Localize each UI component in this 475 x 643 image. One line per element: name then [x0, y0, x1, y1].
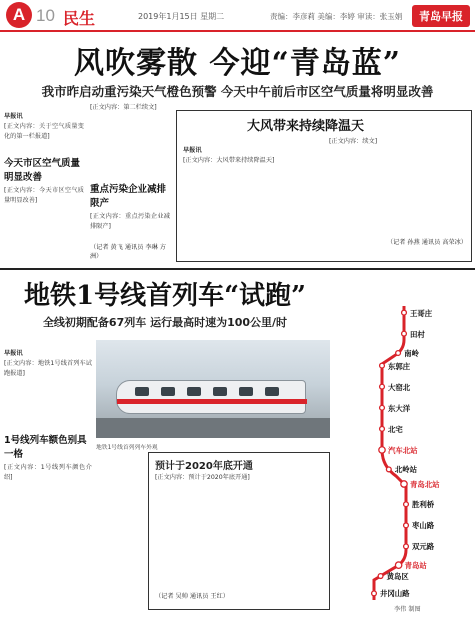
- editor-credits: 责编：李彦莉 美编：李婷 审读：张玉娟: [270, 12, 403, 21]
- train-window: [161, 387, 175, 396]
- station-label: 田村: [410, 329, 425, 339]
- track: [96, 418, 330, 438]
- weather-column-2: [90, 103, 170, 260]
- weather-subhead: 我市昨启动重污染天气橙色预警 今天中午前后市区空气质量将明显改善: [41, 84, 434, 99]
- train-window: [135, 387, 149, 396]
- reporter-credit: （记者 吴帅 通讯员 王红）: [155, 593, 229, 600]
- station-label: 胜利桥: [412, 500, 435, 510]
- station-label: 青岛站: [404, 561, 427, 571]
- station-label: 王哥庄: [410, 308, 433, 318]
- byline: 早报讯: [4, 113, 23, 120]
- header-rule: [0, 30, 475, 32]
- weather-column-1: [4, 103, 84, 243]
- article-text: [正文内容：地铁1号线首列车试跑报道]: [4, 360, 92, 377]
- station-label: 枣山路: [412, 521, 435, 531]
- station-label: 双元路: [412, 542, 435, 552]
- station-marker: [404, 502, 409, 507]
- station-label: 南岭: [404, 349, 419, 358]
- station-marker: [378, 574, 383, 579]
- train-window: [213, 387, 227, 396]
- station-marker: [380, 384, 385, 389]
- section-heading: 今天市区空气质量明显改善: [4, 158, 81, 183]
- box-title: 大风带来持续降温天: [247, 119, 365, 134]
- station-label: 北岭站: [394, 465, 417, 475]
- opening-box: [148, 452, 330, 610]
- section-name: 民生: [63, 9, 96, 28]
- train-window: [265, 387, 279, 396]
- article-text: [正文内容：1号线列车颜色介绍]: [4, 464, 92, 481]
- station-label: 井冈山路: [380, 589, 410, 599]
- train-window: [187, 387, 201, 396]
- train-icon: [116, 380, 306, 414]
- section-heading: 1号线列车额色别具一格: [4, 435, 87, 460]
- station-marker: [404, 523, 409, 528]
- weather-headline: 风吹雾散 今迎“青岛蓝”: [74, 46, 401, 81]
- metro-headline: 地铁1号线首列车“试跑”: [23, 281, 306, 311]
- station-marker: [379, 447, 385, 453]
- station-label: 黄岛区: [386, 572, 409, 582]
- section-badge: A: [6, 2, 32, 28]
- cold-wave-box: [176, 110, 472, 262]
- article-text: [正文内容：预计于2020年底开通]: [155, 474, 250, 481]
- station-label: 青岛北站: [409, 479, 440, 489]
- station-marker: [380, 405, 385, 410]
- byline: 早报讯: [183, 147, 202, 154]
- station-label: 大窑北: [388, 382, 411, 392]
- section-heading: 重点污染企业减排限产: [90, 184, 167, 209]
- photo-caption: 地铁1号线首列列车外观: [96, 445, 158, 451]
- reporter-credit: （记者 孙燕 通讯员 高荣冰）: [386, 239, 467, 246]
- box-column-1: [183, 137, 323, 255]
- station-marker: [402, 310, 407, 315]
- article-text: [正文内容：关于空气质量变化的第一栏报道]: [4, 123, 84, 140]
- station-marker: [372, 591, 377, 596]
- article-text: [正文内容：续文]: [329, 138, 378, 145]
- box-title: 预计于2020年底开通: [155, 461, 253, 472]
- line1-route-map: [334, 300, 475, 618]
- station-label: 汽车北站: [388, 445, 418, 455]
- reporter-credit: （记者 黄飞 通讯员 李琳 方洲）: [90, 244, 166, 260]
- station-label: 东郭庄: [388, 361, 411, 371]
- article-text: [正文内容：大风带来持续降温天]: [183, 157, 275, 164]
- train-stripe: [117, 399, 307, 404]
- station-marker: [395, 562, 401, 568]
- issue-date: 2019年1月15日 星期二: [138, 12, 225, 21]
- byline: 早报讯: [4, 350, 23, 357]
- station-marker: [396, 351, 401, 356]
- station-marker: [401, 481, 407, 487]
- station-marker: [386, 467, 391, 472]
- station-label: 北宅: [388, 424, 403, 434]
- article-text: [正文内容：重点污染企业减排限产]: [90, 213, 170, 230]
- article-text: [正文内容：今天市区空气质量明显改善]: [4, 187, 84, 204]
- box-column-2: [329, 137, 467, 255]
- station-marker: [380, 363, 385, 368]
- metro-column-1: [4, 340, 92, 615]
- map-credit: 李伟 制图: [394, 606, 421, 613]
- train-photo: [96, 340, 330, 438]
- station-marker: [404, 544, 409, 549]
- station-marker: [380, 426, 385, 431]
- station-marker: [402, 331, 407, 336]
- page-number: 10: [36, 6, 55, 25]
- station-label: 东大洋: [388, 403, 411, 413]
- train-window: [239, 387, 253, 396]
- metro-subhead: 全线初期配备67列车 运行最高时速为100公里/时: [42, 316, 288, 329]
- story-divider: [0, 268, 475, 270]
- article-text: [正文内容：第二栏续文]: [90, 104, 157, 111]
- newspaper-logo: 青岛早报: [412, 5, 470, 27]
